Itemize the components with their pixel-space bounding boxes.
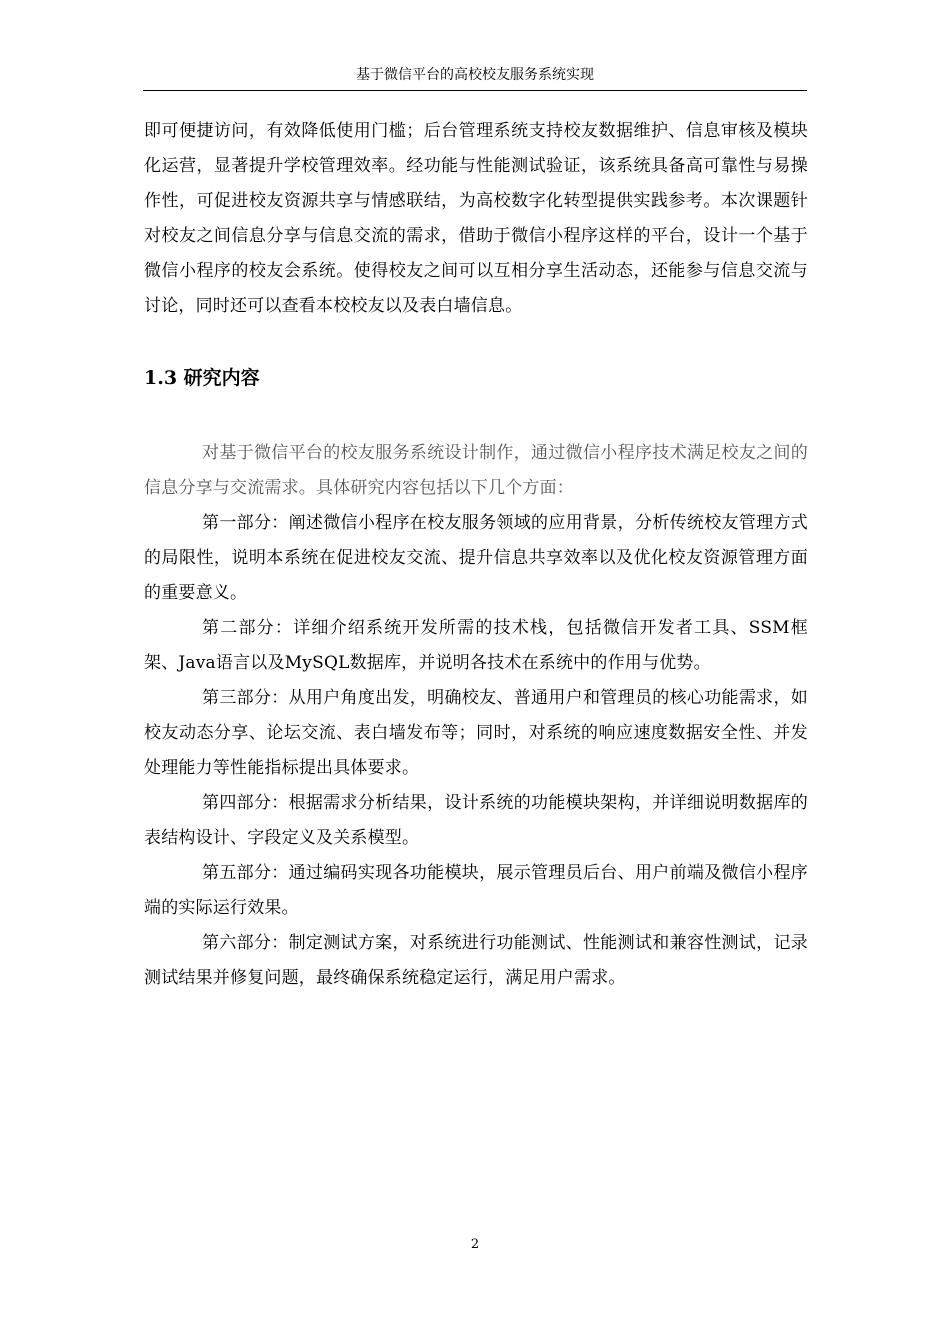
body-paragraph: 即可便捷访问，有效降低使用门槛；后台管理系统支持校友数据维护、信息审核及模块化运营，显著提升学校管理效率。经功能与性能测试验证，该系统具备高可靠性与易操作性，可促进校友资源共享与情感联结，为高校数字化转型提供实践参考。本次课题针对校友之间信息分享与信息交流的需求，借助于微信小程序这样的平台，设计一个基于微信小程序的校友会系统。使得校友之间可以互相分享生活动态，还能参与信息交流与讨论，同时还可以查看本校校友以及表白墙信息。 — [144, 121, 808, 316]
content-item-part-5: 第五部分：通过编码实现各功能模块，展示管理员后台、用户前端及微信小程序端的实际运行效果。 — [144, 863, 808, 918]
running-header — [143, 64, 807, 91]
content-item-part-4: 第四部分：根据需求分析结果，设计系统的功能模块架构，并详细说明数据库的表结构设计、字段定义及关系模型。 — [144, 793, 808, 848]
section-heading: 1.3 研究内容 — [144, 367, 260, 389]
page-body — [144, 114, 808, 996]
page-number: 2 — [470, 1237, 480, 1252]
content-item-part-3: 第三部分：从用户角度出发，明确校友、普通用户和管理员的核心功能需求，如校友动态分享、论坛交流、表白墙发布等；同时，对系统的响应速度数据安全性、并发处理能力等性能指标提出具体要求。 — [144, 688, 808, 778]
content-item-part-2: 第二部分：详细介绍系统开发所需的技术栈，包括微信开发者工具、SSM框架、Java语言以及MySQL数据库，并说明各技术在系统中的作用与优势。 — [144, 618, 808, 673]
content-item-part-6: 第六部分：制定测试方案，对系统进行功能测试、性能测试和兼容性测试，记录测试结果并修复问题，最终确保系统稳定运行，满足用户需求。 — [144, 933, 808, 988]
running-header-title: 基于微信平台的高校校友服务系统实现 — [356, 67, 594, 83]
content-item-part-1: 第一部分：阐述微信小程序在校友服务领域的应用背景，分析传统校友管理方式的局限性，说明本系统在促进校友交流、提升信息共享效率以及优化校友资源管理方面的重要意义。 — [144, 513, 808, 603]
section-intro-paragraph: 对基于微信平台的校友服务系统设计制作，通过微信小程序技术满足校友之间的信息分享与交流需求。具体研究内容包括以下几个方面： — [144, 443, 808, 498]
